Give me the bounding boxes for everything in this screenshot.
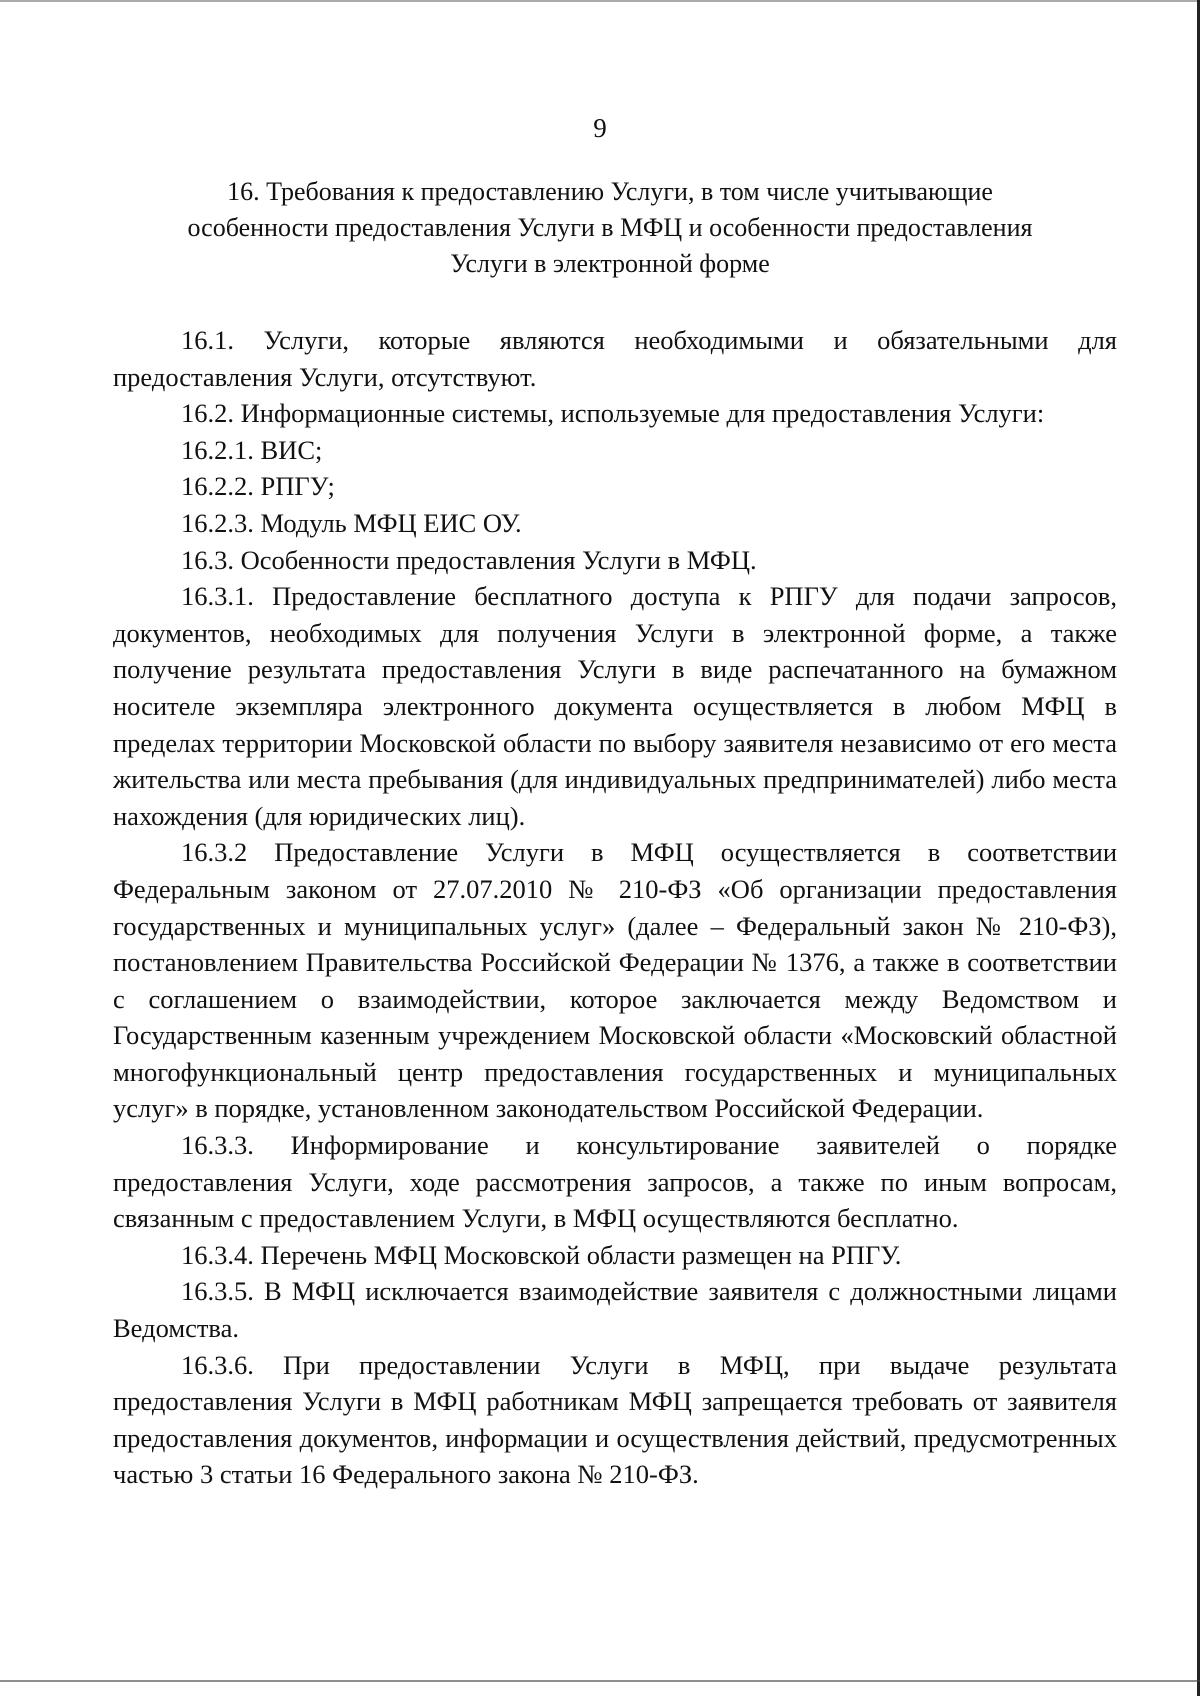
section-title-line: особенности предоставления Услуги в МФЦ и особенности предоставления — [187, 213, 1033, 242]
paragraph-16-3: 16.3. Особенности предоставления Услуги в МФЦ. — [181, 544, 757, 575]
section-title — [130, 174, 1090, 282]
document-body — [113, 322, 1117, 1493]
page-number: 9 — [593, 113, 607, 143]
paragraph-16-2-2: 16.2.2. РПГУ; — [181, 471, 335, 502]
paragraph-16-3-3: 16.3.3. Информирование и консультирование заявителей о порядке предоставления Услуги, ходе рассмотрения запросов, а также по иным вопросам, связанным с предоставлением Услуги, в МФЦ осуществляются бесплатно. — [113, 1130, 1117, 1234]
scan-edge-bottom — [0, 1680, 1200, 1682]
section-title-line: 16. Требования к предоставлению Услуги, в том числе учитывающие — [227, 177, 993, 206]
paragraph-16-2-1: 16.2.1. ВИС; — [181, 434, 323, 465]
scan-edge-top — [0, 0, 1200, 2]
paragraph-16-2-3: 16.2.3. Модуль МФЦ ЕИС ОУ. — [181, 507, 522, 538]
paragraph-16-2: 16.2. Информационные системы, используемые для предоставления Услуги: — [181, 398, 1045, 429]
paragraph-16-3-6: 16.3.6. При предоставлении Услуги в МФЦ, при выдаче результата предоставления Услуги в МФЦ работникам МФЦ запрещается требовать от заявителя предоставления документов, информации и осуществления действий, предусмотренных частью 3 статьи 16 Федерального закона № 210-ФЗ. — [113, 1349, 1117, 1490]
paragraph-16-3-1: 16.3.1. Предоставление бесплатного доступа к РПГУ для подачи запросов, документов, необходимых для получения Услуги в электронной форме, а также получение результата предоставления Услуги в виде распечатанного на бумажном носителе экземпляра электронного документа осуществляется в любом МФЦ в пределах территории Московской области по выбору заявителя независимо от его места жительства или места пребывания (для индивидуальных предпринимателей) либо места нахождения (для юридических лиц). — [113, 581, 1117, 831]
section-title-line: Услуги в электронной форме — [450, 249, 770, 278]
paragraph-16-3-2: 16.3.2 Предоставление Услуги в МФЦ осуществляется в соответствии Федеральным законом от 27.07.2010 № 210-ФЗ «Об организации предоставления государственных и муниципальных услуг» (далее – Федеральный закон № 210-ФЗ), постановлением Правительства Российской Федерации № 1376, а также в соответствии с соглашением о взаимодействии, которое заключается между Ведомством и Государственным казенным учреждением Московской области «Московский областной многофункциональный центр предоставления государственных и муниципальных услуг» в порядке, установленном законодательством Российской Федерации. — [113, 837, 1117, 1124]
paragraph-16-3-5: 16.3.5. В МФЦ исключается взаимодействие заявителя с должностными лицами Ведомства. — [113, 1276, 1117, 1344]
paragraph-16-1: 16.1. Услуги, которые являются необходимыми и обязательными для предоставления Услуги, отсутствуют. — [113, 325, 1117, 392]
paragraph-16-3-4: 16.3.4. Перечень МФЦ Московской области размещен на РПГУ. — [181, 1239, 902, 1270]
